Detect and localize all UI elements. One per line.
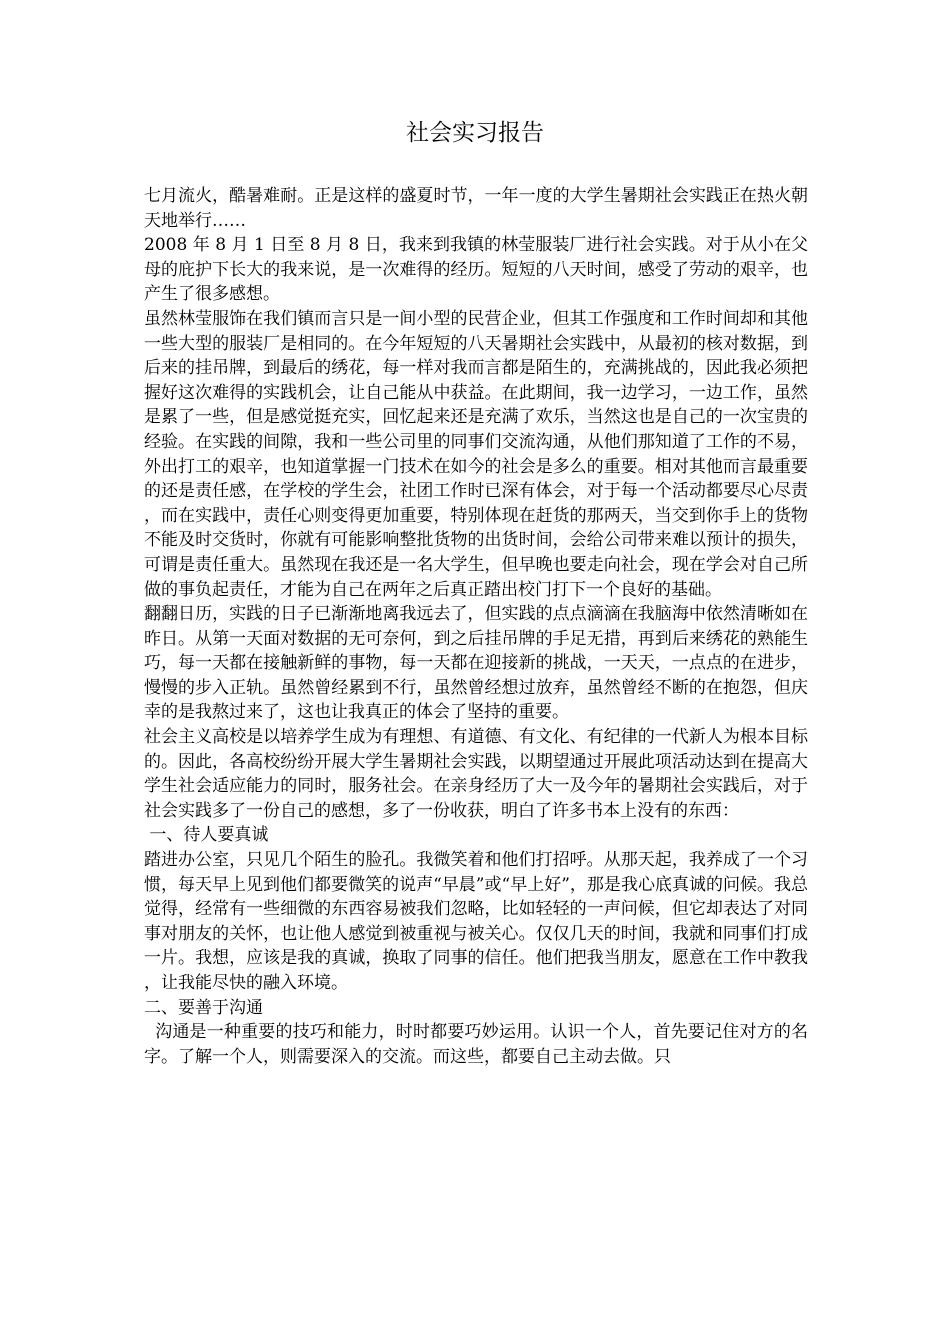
section-heading-communication: 二、要善于沟通	[144, 997, 263, 1018]
paragraph-communication: 沟通是一种重要的技巧和能力，时时都要巧妙运用。认识一个人，首先要记住对方的名字。了解一个人，则需要深入的交流。而这些，都要自己主动去做。只	[144, 1022, 809, 1067]
paragraph-calendar: 翻翻日历，实践的日子已渐渐地离我远去了，但实践的点点滴滴在我脑海中依然清晰如在昨日。从第一天面对数据的无可奈何，到之后挂吊牌的手足无措，再到后来绣花的熟能生巧，每一天都在接触新鲜的事物，每一天都在迎接新的挑战，一天天，一点点的在进步，慢慢的步入正轨。虽然曾经累到不行，虽然曾经想过放弃，虽然曾经不断的在抱怨，但庆幸的是我熬过来了，这也让我真正的体会了坚持的重要。	[144, 604, 808, 723]
document-title: 社会实习报告	[406, 120, 544, 146]
paragraph-universities: 社会主义高校是以培养学生成为有理想、有道德、有文化、有纪律的一代新人为根本目标的。因此，各高校纷纷开展大学生暑期社会实践，以期望通过开展此项活动达到在提高大学生社会适应能力的同时，服务社会。在亲身经历了大一及今年的暑期社会实践后，对于社会实践多了一份自己的感想，多了一份收获，明白了许多书本上没有的东西：	[144, 727, 808, 821]
section-heading-sincerity: 一、待人要真诚	[144, 825, 269, 846]
paragraph-intro: 七月流火，酷暑难耐。正是这样的盛夏时节，一年一度的大学生暑期社会实践正在热火朝天地举行……	[144, 186, 808, 231]
document-body	[144, 184, 808, 1069]
paragraph-dates: 2008 年 8 月 1 日至 8 月 8 日，我来到我镇的林莹服装厂进行社会实践。对于从小在父母的庇护下长大的我来说，是一次难得的经历。短短的八天时间，感受了劳动的艰辛，也产生了很多感想。	[144, 235, 808, 305]
paragraph-factory: 虽然林莹服饰在我们镇而言只是一间小型的民营企业，但其工作强度和工作时间却和其他一些大型的服装厂是相同的。在今年短短的八天暑期社会实践中，从最初的核对数据，到后来的挂吊牌，到最后的绣花，每一样对我而言都是陌生的，充满挑战的，因此我必须把握好这次难得的实践机会，让自己能从中获益。在此期间，我一边学习，一边工作，虽然是累了一些，但是感觉挺充实，回忆起来还是充满了欢乐，当然这也是自己的一次宝贵的经验。在实践的间隙，我和一些公司里的同事们交流沟通，从他们那知道了工作的不易，外出打工的艰辛，也知道掌握一门技术在如今的社会是多么的重要。相对其他而言最重要的还是责任感，在学校的学生会，社团工作时已深有体会，对于每一个活动都要尽心尽责，而在实践中，责任心则变得更加重要，特别体现在赶货的那两天，当交到你手上的货物不能及时交货时，你就有可能影响整批货物的出货时间，会给公司带来难以预计的损失，可谓是责任重大。虽然现在我还是一名大学生，但早晚也要走向社会，现在学会对自己所做的事负起责任，才能为自己在两年之后真正踏出校门打下一个良好的基础。	[144, 308, 808, 600]
paragraph-office: 踏进办公室，只见几个陌生的脸孔。我微笑着和他们打招呼。从那天起，我养成了一个习惯，每天早上见到他们都要微笑的说声“早晨”或“早上好”，那是我心底真诚的问候。我总觉得，经常有一些细微的东西容易被我们忽略，比如轻轻的一声问候，但它却表达了对同事对朋友的关怀，也让他人感觉到被重视与被关心。仅仅几天的时间，我就和同事们打成一片。我想，应该是我的真诚，换取了同事的信任。他们把我当朋友，愿意在工作中教我，让我能尽快的融入环境。	[144, 850, 808, 993]
